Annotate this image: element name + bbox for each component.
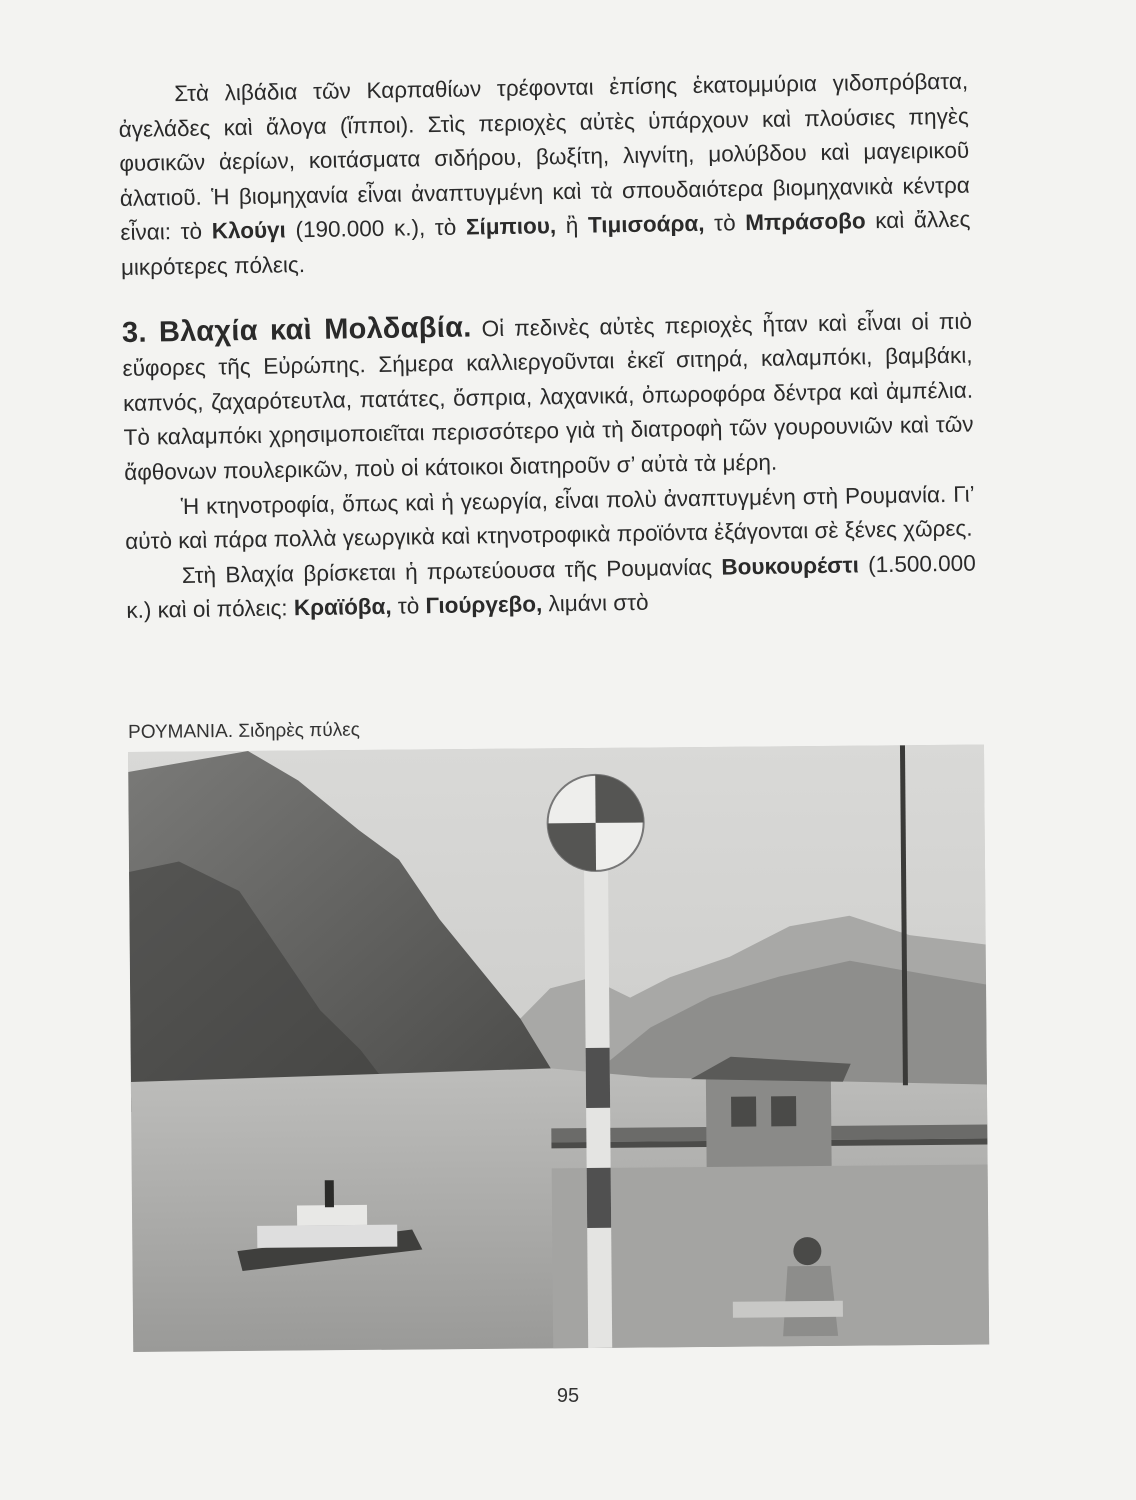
- text-run: τὸ: [704, 210, 746, 237]
- city-name-bold: Κραϊόβα,: [293, 594, 392, 621]
- text-run: τὸ: [391, 593, 426, 620]
- section-heading: 3. Βλαχία καὶ Μολδαβία.: [121, 311, 472, 349]
- paragraph-carpathians: [118, 65, 971, 286]
- text-run: (190.000 κ.), τὸ: [285, 214, 467, 243]
- text-run: Στὰ λιβάδια τῶν Καρπαθίων τρέφονται ἐπίσης ἑκατομμύρια γιδοπρόβατα, ἀγελάδες καὶ ἄλογα (ἵπποι). Στὶς περιοχὲς αὐτὲς ὑπάρχουν καὶ πλούσιες πηγὲς φυσικῶν ἀερίων, κοιτάσματα σιδήρου, βωξίτη, λιγνίτη, μολύβδου καὶ μαγειρικοῦ ἁλατιοῦ. Ἡ βιομηχανία εἶναι ἀναπτυγμένη καὶ τὰ σπουδαιότερα βιομηχανικὰ κέντρα εἶναι: τὸ: [118, 68, 970, 246]
- text-run: ἢ: [555, 213, 589, 239]
- city-name-bold: Μπράσοβο: [745, 208, 866, 236]
- paragraph-capital: [126, 546, 977, 629]
- body-text: [118, 65, 977, 629]
- photo-iron-gates: [128, 745, 989, 1352]
- text-run: Οἱ πεδινὲς αὐτὲς περιοχὲς ἦταν καὶ εἶναι οἱ πιὸ εὔφορες τῆς Εὐρώπης. Σήμερα καλλιεργοῦνται ἐκεῖ σιτηρά, καλαμπόκι, βαμβάκι, καπνός, ζαχαρότευτλα, πατάτες, ὄσπρια, λαχανικά, ὀπωροφόρα δέντρα καὶ ἀμπέλια. Τὸ καλαμπόκι χρησιμοποιεῖται περισσότερο γιὰ τὴ διατροφὴ τῶν γουρουνιῶν καὶ τῶν ἄφθονων πουλερικῶν, ποὺ οἱ κάτοικοι διατηροῦν σ’ αὐτὰ τὰ μέρη.: [122, 308, 974, 485]
- city-name-bold: Σίμπιου,: [465, 213, 557, 240]
- text-run: καὶ ἄλλες μικρότερες πόλεις.: [120, 207, 971, 280]
- page-number: 95: [556, 1385, 580, 1407]
- bench: [733, 1301, 843, 1318]
- text-run: (1.500.000 κ.) καὶ οἱ πόλεις:: [126, 550, 976, 624]
- text-run: λιμάνι στὸ: [542, 590, 649, 617]
- city-name-bold: Κλούγι: [211, 217, 287, 244]
- guard-hut: [691, 1056, 852, 1172]
- text-run: Στὴ Βλαχία βρίσκεται ἡ πρωτεύουσα τῆς Ρουμανίας: [181, 554, 722, 588]
- figure-caption: ΡΟΥΜΑΝΙΑ. Σιδηρὲς πύλες: [128, 719, 360, 743]
- text-run: Ἡ κτηνοτροφία, ὅπως καὶ ἡ γεωργία, εἶναι πολὺ ἀναπτυγμένη στὴ Ρουμανία. Γι’ αὐτὸ καὶ πάρα πολλὰ γεωργικὰ καὶ κτηνοτροφικὰ προϊόντα ἐξάγονται σὲ ξένες χῶρες.: [125, 481, 975, 555]
- paragraph-wallachia-moldavia: [122, 302, 975, 490]
- city-name-bold: Τιμισοάρα,: [587, 211, 705, 239]
- paragraph-livestock: [124, 477, 975, 560]
- deck: [552, 1165, 990, 1349]
- city-name-bold: Βουκουρέστι: [721, 552, 860, 580]
- city-name-bold: Γιούργεβο,: [425, 591, 543, 619]
